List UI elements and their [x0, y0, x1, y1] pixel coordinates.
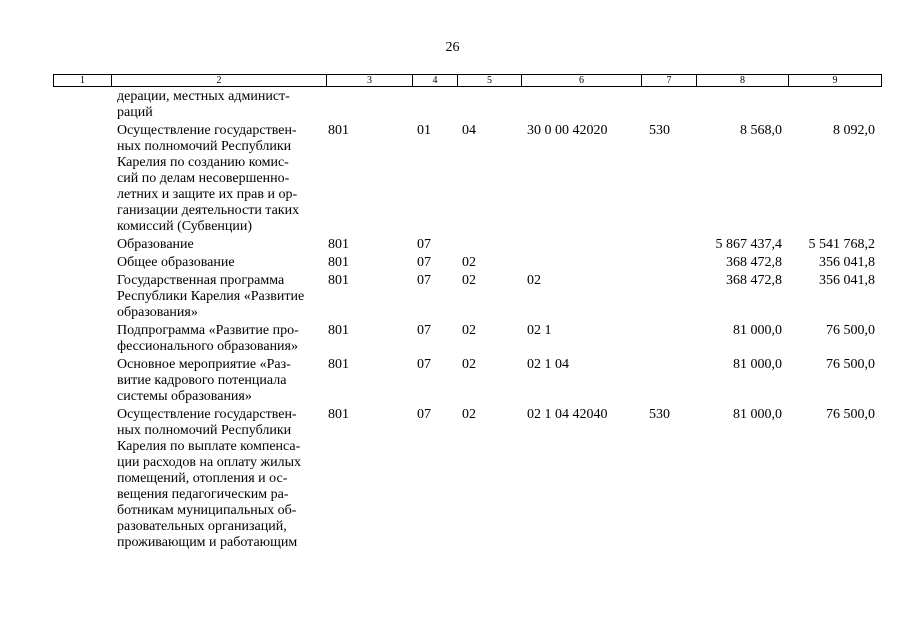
- table-row: [53, 406, 881, 552]
- cell-subsection: 04: [462, 123, 476, 138]
- cell-target: 02: [527, 273, 541, 288]
- table-row: [53, 356, 881, 406]
- cell-subsection: 02: [462, 407, 476, 422]
- header-col-2: 2: [112, 75, 327, 87]
- header-col-1: 1: [54, 75, 112, 87]
- row-name-text: Осуществление государствен- ных полномочий Республики Карелия по выплате компенса- ции расходов на оплату жилых помещений, отопления и ос- вещения педагогическим ра- ботникам муниципальных об- разовательных организаций, проживающим и работающим: [117, 407, 302, 550]
- header-col-8: 8: [697, 75, 789, 87]
- cell-sum-1: 368 472,8: [726, 273, 782, 288]
- cell-sum-1: 81 000,0: [733, 323, 782, 338]
- header-col-6: 6: [522, 75, 642, 87]
- cell-target: [521, 254, 641, 272]
- cell-code: 801: [328, 237, 349, 252]
- table-body: [53, 88, 881, 552]
- cell-name: [111, 88, 326, 122]
- cell-target: [521, 88, 641, 122]
- header-col-5: 5: [458, 75, 522, 87]
- table-row: [53, 254, 881, 272]
- cell-section: 07: [417, 237, 431, 252]
- cell-section: 07: [417, 273, 431, 288]
- cell-code: [326, 88, 412, 122]
- cell-expense-type: [641, 322, 696, 356]
- table-row: [53, 236, 881, 254]
- cell-name: [111, 272, 326, 322]
- cell-section: 07: [417, 357, 431, 372]
- header-col-3: 3: [327, 75, 413, 87]
- cell-blank: [53, 406, 111, 552]
- cell-subsection: 02: [462, 273, 476, 288]
- row-name-text: Основное мероприятие «Раз- витие кадрового потенциала системы образования»: [117, 357, 291, 404]
- cell-name: [111, 254, 326, 272]
- budget-table: [53, 88, 881, 552]
- cell-sum-2: 76 500,0: [826, 357, 875, 372]
- table-row: [53, 322, 881, 356]
- cell-sum-1: 8 568,0: [740, 123, 782, 138]
- cell-expense-type: 530: [649, 407, 670, 422]
- cell-blank: [53, 272, 111, 322]
- cell-code: 801: [328, 357, 349, 372]
- cell-blank: [53, 254, 111, 272]
- cell-expense-type: [641, 254, 696, 272]
- cell-code: 801: [328, 273, 349, 288]
- cell-blank: [53, 236, 111, 254]
- cell-target: 02 1 04 42040: [527, 407, 608, 422]
- cell-target: 02 1: [527, 323, 552, 338]
- cell-expense-type: 530: [649, 123, 670, 138]
- cell-name: [111, 356, 326, 406]
- table-row: [53, 122, 881, 236]
- header-col-7: 7: [642, 75, 697, 87]
- cell-target: 02 1 04: [527, 357, 569, 372]
- cell-sum-1: 5 867 437,4: [715, 237, 782, 252]
- cell-blank: [53, 322, 111, 356]
- cell-expense-type: [641, 88, 696, 122]
- cell-section: 01: [417, 123, 431, 138]
- header-col-4: 4: [413, 75, 458, 87]
- cell-sum-2: 76 500,0: [826, 407, 875, 422]
- cell-sum-1: 81 000,0: [733, 357, 782, 372]
- cell-expense-type: [641, 236, 696, 254]
- cell-blank: [53, 356, 111, 406]
- cell-section: 07: [417, 255, 431, 270]
- cell-subsection: [457, 88, 521, 122]
- cell-blank: [53, 122, 111, 236]
- cell-sum-2: 356 041,8: [819, 255, 875, 270]
- cell-name: [111, 122, 326, 236]
- cell-blank: [53, 88, 111, 122]
- cell-code: 801: [328, 323, 349, 338]
- cell-section: [412, 88, 457, 122]
- row-name-text: дерации, местных админист- раций: [117, 89, 290, 120]
- cell-subsection: 02: [462, 323, 476, 338]
- row-name-text: Осуществление государствен- ных полномочий Республики Карелия по созданию комис- сий по делам несовершенно- летних и защите их прав и ор- ганизации деятельности таких комиссий (Субвенции): [117, 123, 300, 234]
- cell-sum-2: [788, 88, 881, 122]
- cell-name: [111, 236, 326, 254]
- cell-sum-2: 76 500,0: [826, 323, 875, 338]
- cell-sum-2: 5 541 768,2: [808, 237, 875, 252]
- cell-code: 801: [328, 255, 349, 270]
- row-name-text: Государственная программа Республики Карелия «Развитие образования»: [117, 273, 305, 320]
- cell-expense-type: [641, 272, 696, 322]
- column-number-header: [53, 74, 882, 87]
- table-row: [53, 272, 881, 322]
- cell-sum-2: 356 041,8: [819, 273, 875, 288]
- cell-sum-2: 8 092,0: [833, 123, 875, 138]
- row-name-text: Образование: [117, 237, 194, 252]
- cell-sum-1: 368 472,8: [726, 255, 782, 270]
- cell-section: 07: [417, 323, 431, 338]
- page-number: 26: [445, 40, 460, 55]
- cell-expense-type: [641, 356, 696, 406]
- header-col-9: 9: [789, 75, 882, 87]
- cell-target: [521, 236, 641, 254]
- cell-sum-1: 81 000,0: [733, 407, 782, 422]
- cell-name: [111, 322, 326, 356]
- cell-subsection: 02: [462, 357, 476, 372]
- table-row: [53, 88, 881, 122]
- cell-name: [111, 406, 326, 552]
- cell-code: 801: [328, 407, 349, 422]
- row-name-text: Подпрограмма «Развитие про- фессионального образования»: [117, 323, 299, 354]
- cell-subsection: 02: [462, 255, 476, 270]
- cell-section: 07: [417, 407, 431, 422]
- cell-subsection: [457, 236, 521, 254]
- cell-sum-1: [696, 88, 788, 122]
- cell-code: 801: [328, 123, 349, 138]
- row-name-text: Общее образование: [117, 255, 235, 270]
- cell-target: 30 0 00 42020: [527, 123, 608, 138]
